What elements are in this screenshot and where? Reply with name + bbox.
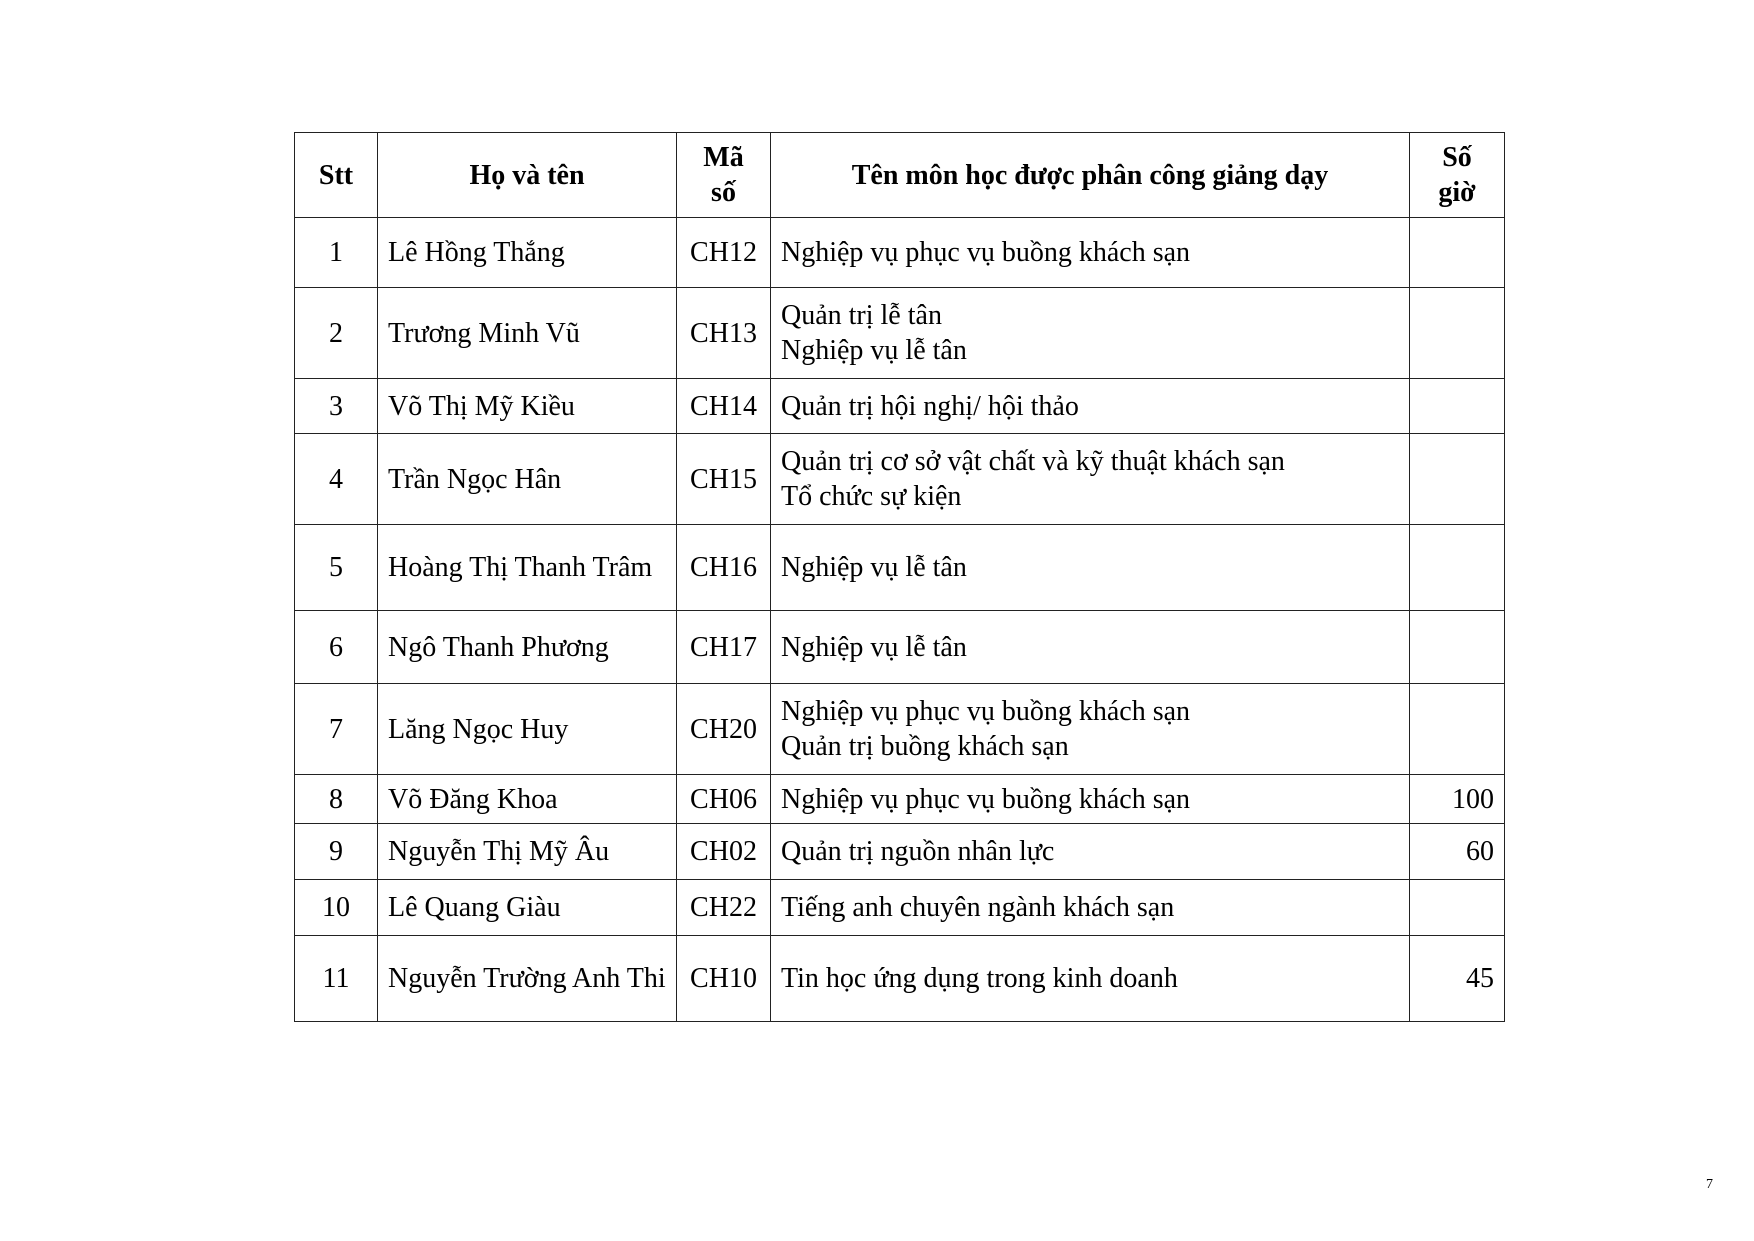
row-hours (1410, 288, 1505, 379)
header-stt: Stt (295, 133, 378, 218)
row-stt: 10 (295, 880, 378, 936)
header-code (677, 133, 771, 218)
row-hours: 45 (1410, 936, 1505, 1022)
table-row (295, 936, 1505, 1022)
teaching-assignment-table (294, 132, 1505, 1022)
row-name: Lăng Ngọc Huy (378, 684, 677, 775)
row-code: CH22 (677, 880, 771, 936)
subject-line: Nghiệp vụ lễ tân (781, 552, 967, 583)
table-row (295, 775, 1505, 824)
table-row (295, 684, 1505, 775)
row-name: Ngô Thanh Phương (378, 611, 677, 684)
header-code-line2: số (711, 177, 736, 208)
header-subjects: Tên môn học được phân công giảng dạy (771, 133, 1410, 218)
row-code: CH12 (677, 218, 771, 288)
row-stt: 2 (295, 288, 378, 379)
page-number: 7 (1706, 1177, 1713, 1192)
subject-line: Quản trị hội nghị/ hội thảo (781, 390, 1079, 422)
row-hours (1410, 611, 1505, 684)
row-stt: 8 (295, 775, 378, 824)
row-name: Lê Quang Giàu (378, 880, 677, 936)
row-code: CH10 (677, 936, 771, 1022)
row-stt: 1 (295, 218, 378, 288)
header-hours (1410, 133, 1505, 218)
header-row (295, 133, 1505, 218)
row-name: Võ Đăng Khoa (378, 775, 677, 824)
row-subjects (771, 434, 1410, 525)
row-name: Nguyễn Thị Mỹ Âu (378, 824, 677, 880)
row-stt: 7 (295, 684, 378, 775)
subject-line: Tin học ứng dụng trong kinh doanh (781, 963, 1178, 994)
row-name: Trần Ngọc Hân (378, 434, 677, 525)
row-code: CH06 (677, 775, 771, 824)
subject-line: Quản trị cơ sở vật chất và kỹ thuật khách sạn (781, 446, 1285, 477)
subject-line: Nghiệp vụ phục vụ buồng khách sạn (781, 783, 1191, 815)
row-hours (1410, 218, 1505, 288)
row-hours (1410, 434, 1505, 525)
row-hours (1410, 379, 1505, 434)
table-row (295, 525, 1505, 611)
row-stt: 5 (295, 525, 378, 611)
row-subjects (771, 611, 1410, 684)
row-hours (1410, 880, 1505, 936)
table-row (295, 824, 1505, 880)
row-code: CH17 (677, 611, 771, 684)
row-code: CH13 (677, 288, 771, 379)
row-subjects (771, 218, 1410, 288)
table-row (295, 288, 1505, 379)
row-code: CH02 (677, 824, 771, 880)
table-row (295, 434, 1505, 525)
table-row (295, 611, 1505, 684)
table-body (295, 218, 1505, 1022)
row-stt: 3 (295, 379, 378, 434)
subject-line: Nghiệp vụ phục vụ buồng khách sạn (781, 696, 1191, 727)
table-row (295, 218, 1505, 288)
row-code: CH15 (677, 434, 771, 525)
row-hours (1410, 684, 1505, 775)
row-name: Võ Thị Mỹ Kiều (378, 379, 677, 434)
row-hours: 60 (1410, 824, 1505, 880)
row-hours: 100 (1410, 775, 1505, 824)
row-stt: 9 (295, 824, 378, 880)
row-name: Nguyễn Trường Anh Thi (378, 936, 677, 1022)
header-code-line1: Mã (703, 142, 744, 173)
row-name: Trương Minh Vũ (378, 288, 677, 379)
subject-line: Nghiệp vụ lễ tân (781, 631, 967, 663)
header-name: Họ và tên (378, 133, 677, 218)
table-row (295, 880, 1505, 936)
row-subjects (771, 936, 1410, 1022)
row-subjects (771, 379, 1410, 434)
row-subjects (771, 288, 1410, 379)
row-subjects (771, 525, 1410, 611)
table-row (295, 379, 1505, 434)
subject-line: Quản trị lễ tân (781, 300, 942, 331)
row-stt: 4 (295, 434, 378, 525)
row-subjects (771, 880, 1410, 936)
header-hours-line1: Số (1442, 142, 1472, 173)
row-hours (1410, 525, 1505, 611)
row-subjects (771, 684, 1410, 775)
subject-line: Tổ chức sự kiện (781, 481, 962, 512)
row-name: Hoàng Thị Thanh Trâm (378, 525, 677, 611)
row-code: CH14 (677, 379, 771, 434)
row-subjects (771, 824, 1410, 880)
row-subjects (771, 775, 1410, 824)
subject-line: Tiếng anh chuyên ngành khách sạn (781, 892, 1175, 923)
row-code: CH20 (677, 684, 771, 775)
row-stt: 6 (295, 611, 378, 684)
subject-line: Quản trị buồng khách sạn (781, 731, 1069, 762)
subject-line: Quản trị nguồn nhân lực (781, 836, 1055, 867)
row-stt: 11 (295, 936, 378, 1022)
header-hours-line2: giờ (1438, 177, 1476, 208)
subject-line: Nghiệp vụ phục vụ buồng khách sạn (781, 237, 1191, 268)
subject-line: Nghiệp vụ lễ tân (781, 335, 967, 366)
row-name: Lê Hồng Thắng (378, 218, 677, 288)
row-code: CH16 (677, 525, 771, 611)
